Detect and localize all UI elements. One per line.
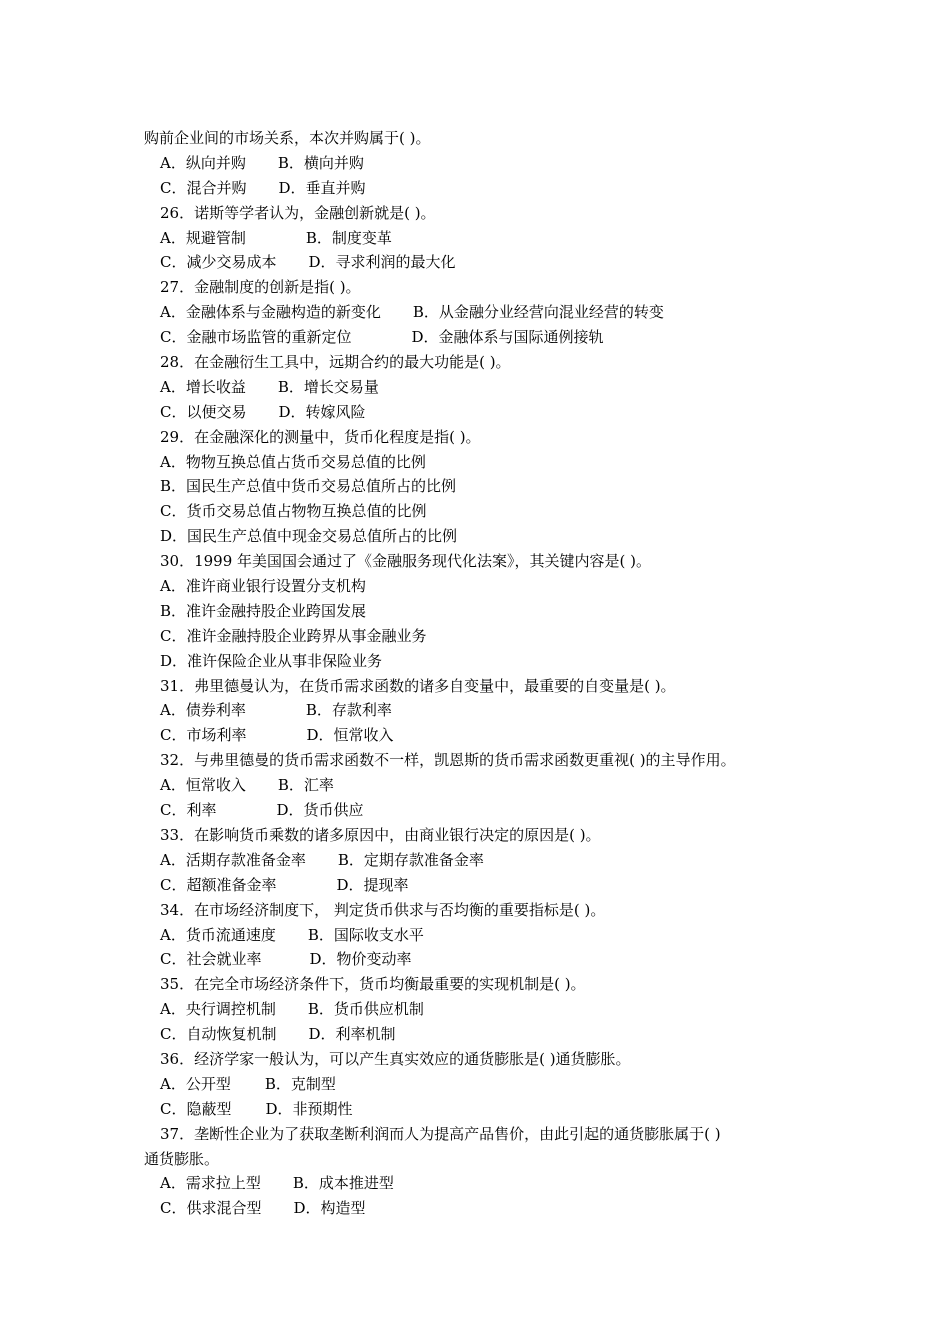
option-text: B．汇率: [277, 776, 334, 795]
option-text: A．金融体系与金融构造的新变化: [160, 303, 381, 322]
question-line: [144, 748, 824, 773]
option-text: C．以便交易: [160, 402, 247, 421]
question-text: 33．在影响货币乘数的诸多原因中，由商业银行决定的原因是( )。: [160, 825, 601, 844]
option-line: [144, 226, 824, 251]
option-line: [144, 1196, 824, 1221]
question-text: 购前企业间的市场关系，本次并购属于( )。: [144, 129, 431, 147]
option-text: D．金融体系与国际通例接轨: [411, 328, 604, 347]
option-text: A．活期存款准备金率: [160, 850, 306, 869]
option-text: D．物价变动率: [309, 950, 412, 969]
option-line: [144, 599, 824, 624]
question-text: 37．垄断性企业为了获取垄断利润而人为提高产品售价，由此引起的通货膨胀属于( ): [160, 1124, 721, 1143]
option-text: B．横向并购: [277, 153, 364, 172]
option-line: [144, 1022, 824, 1047]
option-line: [144, 798, 824, 823]
question-line: [144, 674, 824, 699]
option-line: [144, 997, 824, 1022]
option-line: [144, 923, 824, 948]
option-line: [144, 450, 824, 475]
question-line: [144, 972, 824, 997]
question-line: [144, 549, 824, 574]
option-line: [144, 1097, 824, 1122]
option-text: D．转嫁风险: [278, 402, 366, 421]
question-line: [144, 1122, 824, 1147]
question-list: [144, 126, 824, 1221]
option-text: A．公开型: [160, 1074, 231, 1093]
option-text: C．市场利率: [160, 726, 247, 745]
option-text: C．自动恢复机制: [160, 1025, 277, 1044]
option-text: C．准许金融持股企业跨界从事金融业务: [160, 626, 427, 645]
option-text: C．社会就业率: [160, 950, 262, 969]
option-line: [144, 773, 824, 798]
option-line: [144, 151, 824, 176]
question-line: [144, 898, 824, 923]
question-text: 32．与弗里德曼的货币需求函数不一样，凯恩斯的货币需求函数更重视( )的主导作用。: [160, 751, 736, 770]
option-line: [144, 1171, 824, 1196]
option-text: D．恒常收入: [306, 726, 394, 745]
option-text: B．增长交易量: [277, 377, 379, 396]
option-line: [144, 947, 824, 972]
option-line: [144, 325, 824, 350]
option-line: [144, 250, 824, 275]
option-text: C．供求混合型: [160, 1199, 262, 1218]
option-line: [144, 698, 824, 723]
option-text: B．准许金融持股企业跨国发展: [160, 601, 367, 620]
option-text: B．制度变革: [305, 228, 392, 247]
option-line: [144, 300, 824, 325]
question-text: 31．弗里德曼认为，在货币需求函数的诸多自变量中，最重要的自变量是( )。: [160, 676, 676, 695]
question-text: 26．诺斯等学者认为，金融创新就是( )。: [160, 203, 436, 222]
question-text: 29．在金融深化的测量中，货币化程度是指( )。: [160, 427, 481, 446]
question-text: 30．1999 年美国国会通过了《金融服务现代化法案》，其关键内容是( )。: [160, 552, 652, 571]
option-text: A．增长收益: [160, 377, 246, 396]
option-text: A．规避管制: [160, 228, 246, 247]
option-text: B．成本推进型: [292, 1174, 394, 1193]
option-text: D．准许保险企业从事非保险业务: [160, 651, 383, 670]
question-line: [144, 1047, 824, 1072]
option-line: [144, 400, 824, 425]
option-text: C．隐蔽型: [160, 1099, 232, 1118]
question-text: 35．在完全市场经济条件下，货币均衡最重要的实现机制是( )。: [160, 975, 586, 994]
option-text: B．国民生产总值中货币交易总值所占的比例: [160, 477, 457, 496]
question-line: [144, 350, 824, 375]
option-text: A．准许商业银行设置分支机构: [160, 577, 366, 596]
option-text: A．货币流通速度: [160, 925, 276, 944]
option-text: A．央行调控机制: [160, 1000, 276, 1019]
option-text: B．克制型: [264, 1074, 336, 1093]
question-line: [144, 201, 824, 226]
question-line: [144, 275, 824, 300]
option-text: C．货币交易总值占物物互换总值的比例: [160, 502, 427, 521]
option-line: [144, 499, 824, 524]
question-text: 36．经济学家一般认为，可以产生真实效应的通货膨胀是( )通货膨胀。: [160, 1049, 631, 1068]
question-line: [144, 823, 824, 848]
question-text: 通货膨胀。: [144, 1149, 220, 1168]
option-text: D．提现率: [336, 875, 409, 894]
option-line: [144, 375, 824, 400]
option-line: [144, 873, 824, 898]
option-line: [144, 723, 824, 748]
option-text: B．定期存款准备金率: [337, 850, 484, 869]
option-text: C．减少交易成本: [160, 253, 277, 272]
question-text: 28．在金融衍生工具中，远期合约的最大功能是( )。: [160, 353, 511, 372]
option-text: D．垂直并购: [278, 178, 366, 197]
option-line: [144, 624, 824, 649]
option-text: D．构造型: [293, 1199, 366, 1218]
option-text: A．恒常收入: [160, 776, 246, 795]
question-line: [144, 425, 824, 450]
question-text: 34．在市场经济制度下， 判定货币供求与否均衡的重要指标是( )。: [160, 900, 606, 919]
option-text: C．超额准备金率: [160, 875, 277, 894]
question-continuation-line: [144, 1147, 824, 1172]
option-text: B．存款利率: [305, 701, 392, 720]
option-text: A．债券利率: [160, 701, 246, 720]
question-continuation-line: [144, 126, 824, 151]
option-text: D．寻求利润的最大化: [308, 253, 456, 272]
option-line: [144, 1072, 824, 1097]
option-text: C．金融市场监管的重新定位: [160, 328, 352, 347]
option-text: A．纵向并购: [160, 153, 246, 172]
option-text: D．利率机制: [308, 1025, 396, 1044]
question-text: 27．金融制度的创新是指( )。: [160, 278, 361, 297]
option-text: C．利率: [160, 801, 217, 820]
option-line: [144, 848, 824, 873]
option-text: A．需求拉上型: [160, 1174, 261, 1193]
option-text: D．货币供应: [276, 801, 364, 820]
option-line: [144, 524, 824, 549]
option-text: A．物物互换总值占货币交易总值的比例: [160, 452, 426, 471]
option-line: [144, 574, 824, 599]
option-line: [144, 649, 824, 674]
option-text: D．国民生产总值中现金交易总值所占的比例: [160, 527, 458, 546]
option-text: D．非预期性: [265, 1099, 353, 1118]
option-line: [144, 474, 824, 499]
option-text: B．从金融分业经营向混业经营的转变: [412, 303, 664, 322]
option-text: B．货币供应机制: [307, 1000, 424, 1019]
option-text: C．混合并购: [160, 178, 247, 197]
option-line: [144, 176, 824, 201]
option-text: B．国际收支水平: [307, 925, 424, 944]
